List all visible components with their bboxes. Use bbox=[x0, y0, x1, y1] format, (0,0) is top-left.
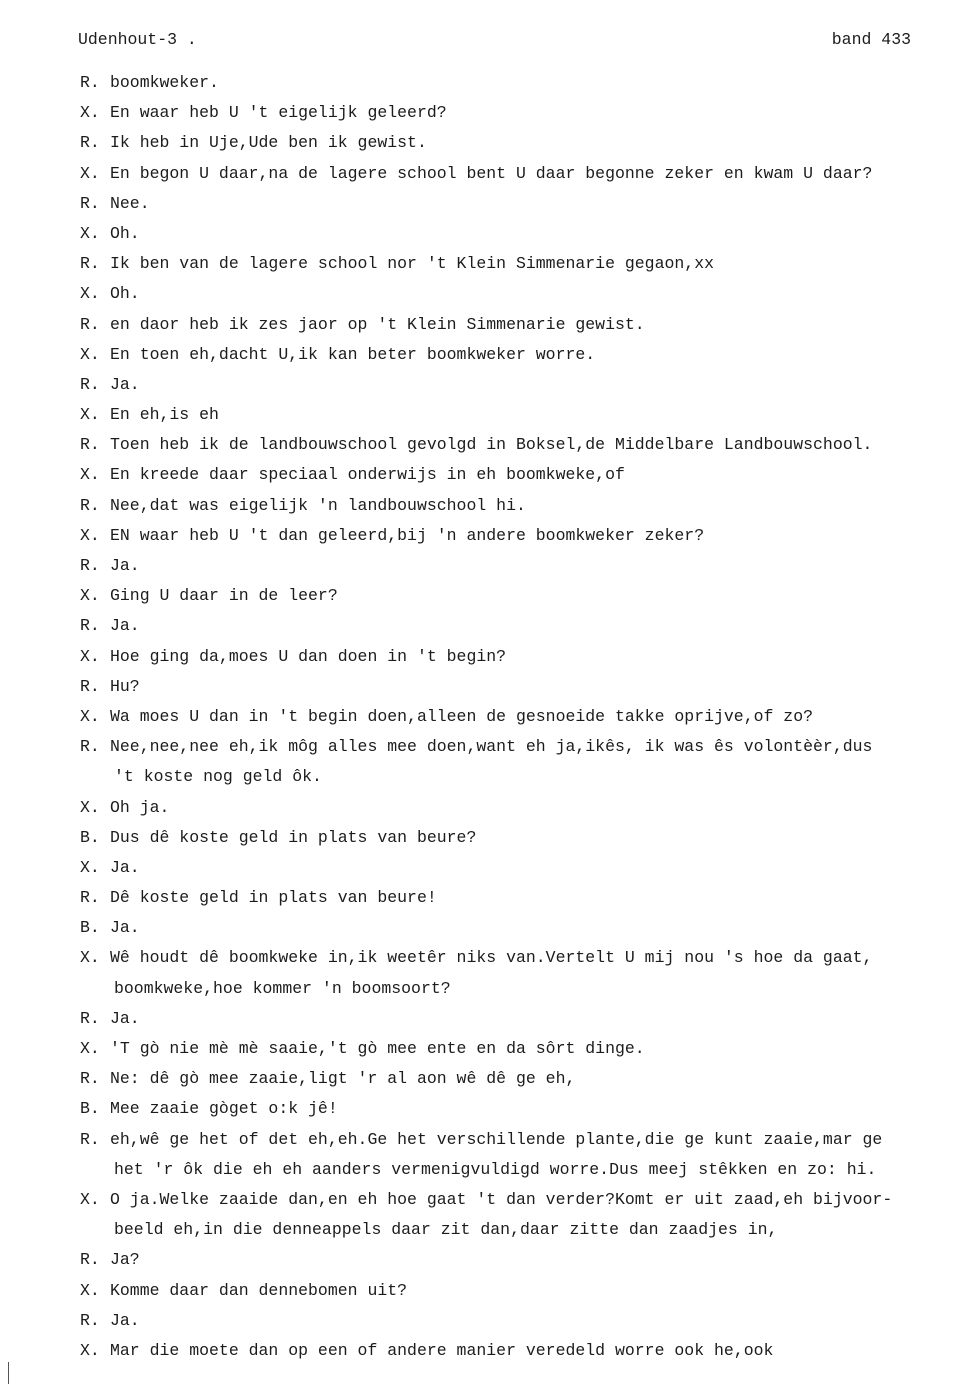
transcript-line bbox=[80, 310, 960, 340]
utterance-text: Mar die moete dan op een of andere manier veredeld worre ook he,ook bbox=[110, 1340, 774, 1360]
page-header bbox=[78, 30, 911, 54]
speaker-label: X. bbox=[80, 103, 100, 123]
utterance-text: Nee. bbox=[110, 193, 150, 213]
header-location: Udenhout-3 . bbox=[78, 30, 197, 49]
utterance-text: eh,wê ge het of det eh,eh.Ge het verschillende plante,die ge kunt zaaie,mar ge bbox=[110, 1129, 883, 1149]
utterance-text: Wa moes U dan in 't begin doen,alleen de gesnoeide takke oprijve,of zo? bbox=[110, 706, 814, 726]
transcript-line bbox=[80, 400, 960, 430]
utterance-text: Nee,nee,nee eh,ik môg alles mee doen,want eh ja,ikês, ik was ês volontèèr,dus bbox=[110, 737, 873, 757]
utterance-text: Nee,dat was eigelijk 'n landbouwschool hi. bbox=[110, 495, 526, 515]
speaker-label: B. bbox=[80, 827, 100, 847]
utterance-text: En waar heb U 't eigelijk geleerd? bbox=[110, 103, 447, 123]
transcript-line bbox=[80, 128, 960, 158]
utterance-text: Ging U daar in de leer? bbox=[110, 586, 338, 606]
utterance-text: Ja. bbox=[110, 918, 140, 938]
speaker-label: X. bbox=[80, 405, 100, 425]
transcript-line bbox=[80, 98, 960, 128]
utterance-text: Ja. bbox=[110, 556, 140, 575]
speaker-label: X. bbox=[80, 857, 100, 877]
utterance-text: boomkweke,hoe kommer 'n boomsoort? bbox=[114, 978, 451, 998]
transcript-continuation-line bbox=[80, 762, 960, 792]
transcript-continuation-line bbox=[80, 974, 960, 1004]
speaker-label: R. bbox=[80, 1250, 100, 1270]
utterance-text: Ne: dê gò mee zaaie,ligt 'r al aon wê dê ge eh, bbox=[110, 1069, 576, 1089]
header-band-number: band 433 bbox=[831, 30, 911, 49]
utterance-text: Ja. bbox=[110, 1310, 140, 1330]
transcript-line bbox=[80, 943, 960, 973]
transcript-line bbox=[80, 642, 960, 672]
speaker-label: R. bbox=[80, 374, 100, 394]
transcript-line bbox=[80, 340, 960, 370]
speaker-label: X. bbox=[80, 1280, 100, 1300]
transcript-line bbox=[80, 521, 960, 551]
speaker-label: B. bbox=[80, 1099, 100, 1119]
transcript-line bbox=[80, 853, 960, 883]
transcript-line bbox=[80, 732, 960, 762]
speaker-label: R. bbox=[80, 435, 100, 455]
utterance-text: Hu? bbox=[110, 676, 140, 696]
utterance-text: O ja.Welke zaaide dan,en eh hoe gaat 't dan verder?Komt er uit zaad,eh bijvoor- bbox=[110, 1189, 893, 1209]
speaker-label: X. bbox=[80, 797, 100, 817]
speaker-label: R. bbox=[80, 737, 100, 757]
transcript-line bbox=[80, 1245, 960, 1275]
utterance-text: Ja? bbox=[110, 1250, 140, 1270]
speaker-label: R. bbox=[80, 254, 100, 274]
transcript-line bbox=[80, 1336, 960, 1366]
speaker-label: R. bbox=[80, 556, 100, 575]
utterance-text: Hoe ging da,moes U dan doen in 't begin? bbox=[110, 646, 507, 666]
speaker-label: X. bbox=[80, 344, 100, 364]
transcript-lines bbox=[80, 68, 960, 1366]
transcript-line bbox=[80, 1034, 960, 1064]
transcript-line bbox=[80, 430, 960, 460]
speaker-label: R. bbox=[80, 888, 100, 908]
speaker-label: X. bbox=[80, 646, 100, 666]
transcript-line bbox=[80, 370, 960, 400]
utterance-text: Oh. bbox=[110, 223, 140, 243]
utterance-text: Oh ja. bbox=[110, 797, 170, 817]
speaker-label: R. bbox=[80, 193, 100, 213]
utterance-text: Dus dê koste geld in plats van beure? bbox=[110, 827, 477, 847]
speaker-label: X. bbox=[80, 948, 100, 968]
transcript-line bbox=[80, 581, 960, 611]
utterance-text: En toen eh,dacht U,ik kan beter boomkweker worre. bbox=[110, 344, 596, 364]
speaker-label: R. bbox=[80, 73, 100, 92]
utterance-text: En kreede daar speciaal onderwijs in eh boomkweke,of bbox=[110, 465, 625, 485]
utterance-text: Ik heb in Uje,Ude ben ik gewist. bbox=[110, 133, 427, 153]
utterance-text: 't koste nog geld ôk. bbox=[114, 767, 322, 787]
utterance-text: Ik ben van de lagere school nor 't Klein Simmenarie gegaon,xx bbox=[110, 254, 714, 274]
speaker-label: X. bbox=[80, 1340, 100, 1360]
speaker-label: R. bbox=[80, 1008, 100, 1028]
utterance-text: Ja. bbox=[110, 857, 140, 877]
transcript-line bbox=[80, 491, 960, 521]
utterance-text: Ja. bbox=[110, 374, 140, 394]
speaker-label: R. bbox=[80, 495, 100, 515]
transcript-line bbox=[80, 1185, 960, 1215]
speaker-label: X. bbox=[80, 525, 100, 545]
transcript-line bbox=[80, 460, 960, 490]
utterance-text: het 'r ôk die eh eh aanders vermenigvuldigd worre.Dus meej stêkken en zo: hi. bbox=[114, 1159, 877, 1179]
transcript-line bbox=[80, 793, 960, 823]
speaker-label: R. bbox=[80, 1129, 100, 1149]
utterance-text: 'T gò nie mè mè saaie,'t gò mee ente en da sôrt dinge. bbox=[110, 1039, 645, 1058]
utterance-text: EN waar heb U 't dan geleerd,bij 'n andere boomkweker zeker? bbox=[110, 525, 705, 545]
transcript-line bbox=[80, 551, 960, 581]
transcript-line bbox=[80, 249, 960, 279]
transcript-line bbox=[80, 159, 960, 189]
speaker-label: R. bbox=[80, 133, 100, 153]
speaker-label: X. bbox=[80, 223, 100, 243]
transcript-line bbox=[80, 68, 960, 98]
speaker-label: X. bbox=[80, 1189, 100, 1209]
margin-mark bbox=[8, 1362, 9, 1384]
speaker-label: R. bbox=[80, 314, 100, 334]
speaker-label: X. bbox=[80, 465, 100, 485]
transcript-line bbox=[80, 219, 960, 249]
speaker-label: R. bbox=[80, 1069, 100, 1089]
speaker-label: R. bbox=[80, 676, 100, 696]
utterance-text: Oh. bbox=[110, 284, 140, 304]
utterance-text: Wê houdt dê boomkweke in,ik weetêr niks van.Vertelt U mij nou 's hoe da gaat, bbox=[110, 948, 873, 968]
utterance-text: Ja. bbox=[110, 1008, 140, 1028]
utterance-text: En begon U daar,na de lagere school bent U daar begonne zeker en kwam U daar? bbox=[110, 163, 873, 183]
speaker-label: X. bbox=[80, 163, 100, 183]
transcript-line bbox=[80, 913, 960, 943]
transcript-line bbox=[80, 611, 960, 641]
speaker-label: R. bbox=[80, 616, 100, 636]
speaker-label: X. bbox=[80, 1039, 100, 1058]
transcript-line bbox=[80, 1125, 960, 1155]
utterance-text: beeld eh,in die denneappels daar zit dan,daar zitte dan zaadjes in, bbox=[114, 1220, 778, 1240]
transcript-line bbox=[80, 1306, 960, 1336]
transcript-line bbox=[80, 883, 960, 913]
transcript-continuation-line bbox=[80, 1215, 960, 1245]
transcript-line bbox=[80, 1094, 960, 1124]
transcript-line bbox=[80, 702, 960, 732]
speaker-label: R. bbox=[80, 1310, 100, 1330]
utterance-text: En eh,is eh bbox=[110, 405, 219, 425]
speaker-label: X. bbox=[80, 706, 100, 726]
speaker-label: X. bbox=[80, 284, 100, 304]
transcript-line bbox=[80, 1004, 960, 1034]
transcript-line bbox=[80, 823, 960, 853]
utterance-text: boomkweker. bbox=[110, 73, 219, 92]
transcript-line bbox=[80, 279, 960, 309]
utterance-text: Ja. bbox=[110, 616, 140, 636]
transcript-continuation-line bbox=[80, 1155, 960, 1185]
utterance-text: Dê koste geld in plats van beure! bbox=[110, 888, 437, 908]
utterance-text: Mee zaaie gòget o:k jê! bbox=[110, 1099, 338, 1119]
utterance-text: Komme daar dan dennebomen uit? bbox=[110, 1280, 408, 1300]
utterance-text: Toen heb ik de landbouwschool gevolgd in Boksel,de Middelbare Landbouwschool. bbox=[110, 435, 873, 455]
transcript-line bbox=[80, 672, 960, 702]
transcript-line bbox=[80, 189, 960, 219]
utterance-text: en daor heb ik zes jaor op 't Klein Simmenarie gewist. bbox=[110, 314, 645, 334]
transcript-line bbox=[80, 1276, 960, 1306]
transcript-line bbox=[80, 1064, 960, 1094]
speaker-label: B. bbox=[80, 918, 100, 938]
speaker-label: X. bbox=[80, 586, 100, 606]
